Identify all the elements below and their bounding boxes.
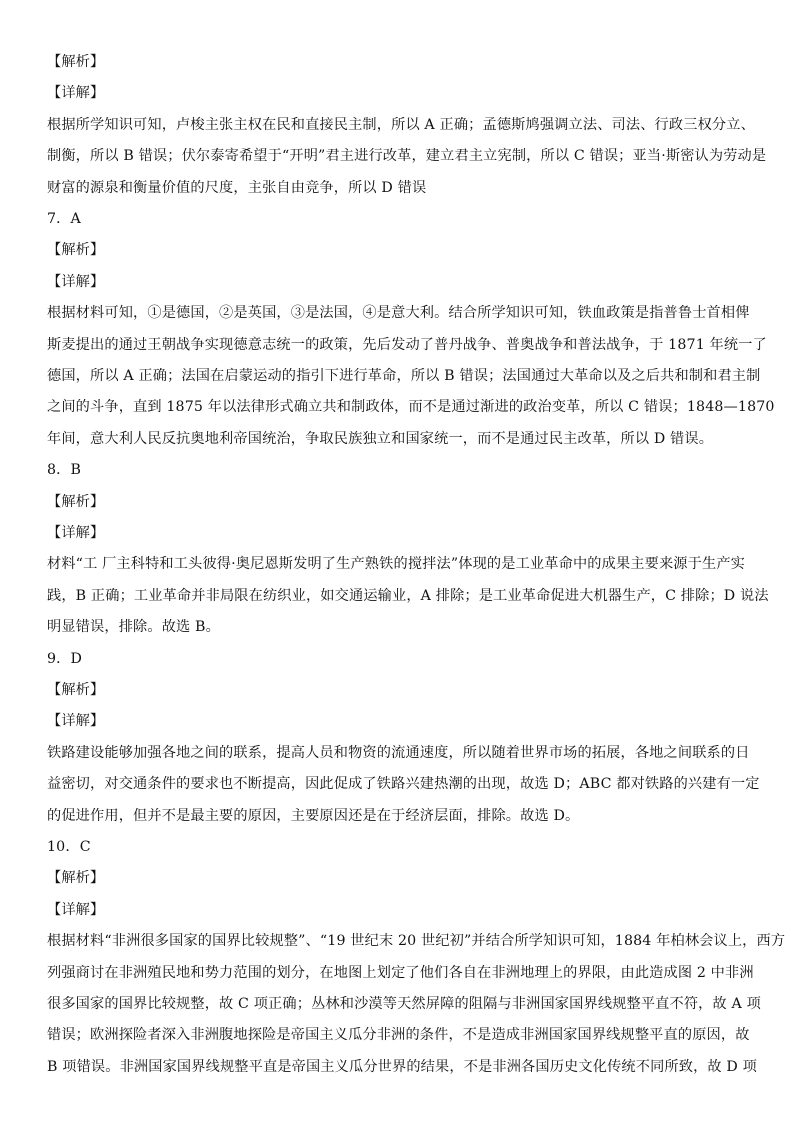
answer-text-line: 斯麦提出的通过王朝战争实现德意志统一的政策，先后发动了普丹战争、普奥战争和普法战争，于 1871 年统一了 <box>47 336 767 353</box>
answer-text-line: 的促进作用，但并不是最主要的原因，主要原因还是在于经济层面，排除。故选 D。 <box>47 807 580 824</box>
answer-text-line: B 项错误。非洲国家国界线规整平直是帝国主义瓜分世界的结果，不是非洲各国历史文化传统不同所致，故 D 项 <box>47 1058 757 1075</box>
answer-text-line: 践，B 正确；工业革命并非局限在纺织业，如交通运输业，A 排除；是工业革命促进大机器生产，C 排除；D 说法 <box>47 587 769 604</box>
section-tag: 【详解】 <box>47 85 105 102</box>
section-tag: 【解析】 <box>47 870 105 887</box>
answer-text-line: 年间，意大利人民反抗奥地利帝国统治，争取民族独立和国家统一，而不是通过民主改革，所以 D 错误。 <box>47 430 714 447</box>
question-number: 9．D <box>47 650 83 667</box>
section-tag: 【解析】 <box>47 493 105 510</box>
answer-text-line: 根据材料可知，①是德国，②是英国，③是法国，④是意大利。结合所学知识可知，铁血政策是指普鲁士首相俾 <box>47 305 750 322</box>
section-tag: 【解析】 <box>47 54 105 70</box>
section-tag: 【解析】 <box>47 682 105 698</box>
answer-text-line: 列强商讨在非洲殖民地和势力范围的划分，在地图上划定了他们各自在非洲地理上的界限，由此造成图 2 中非洲 <box>47 964 754 981</box>
section-tag: 【详解】 <box>47 901 105 918</box>
answer-text-line: 益密切，对交通条件的要求也不断提高，因此促成了铁路兴建热潮的出现，故选 D；ABC 都对铁路的兴建有一定 <box>47 776 760 793</box>
section-tag: 【详解】 <box>47 273 105 290</box>
section-tag: 【详解】 <box>47 525 105 541</box>
answer-text-line: 很多国家的国界比较规整，故 C 项正确；丛林和沙漠等天然屏障的阻隔与非洲国家国界线规整平直不符，故 A 项 <box>47 996 761 1012</box>
question-number: 8．B <box>47 462 82 479</box>
answer-text-line: 根据材料“非洲很多国家的国界比较规整”、“19 世纪末 20 世纪初”并结合所学知识可知，1884 年柏林会议上，西方 <box>47 933 786 950</box>
section-tag: 【详解】 <box>47 713 105 730</box>
question-number: 7．A <box>47 211 81 227</box>
question-number: 10．C <box>47 839 91 855</box>
answer-text-line: 铁路建设能够加强各地之间的联系，提高人员和物资的流通速度，所以随着世界市场的拓展，各地之间联系的日 <box>47 744 750 761</box>
section-tag: 【解析】 <box>47 242 105 259</box>
answer-text-line: 德国，所以 A 正确；法国在启蒙运动的指引下进行革命，所以 B 错误；法国通过大革命以及之后共和制和君主制 <box>47 368 761 384</box>
answer-text-line: 根据所学知识可知，卢梭主张主权在民和直接民主制，所以 A 正确；孟德斯鸠强调立法、司法、行政三权分立、 <box>47 116 755 133</box>
answer-text-line: 错误；欧洲探险者深入非洲腹地探险是帝国主义瓜分非洲的条件，不是造成非洲国家国界线规整平直的原因，故 <box>47 1027 750 1044</box>
answer-text-line: 之间的斗争，直到 1875 年以法律形式确立共和制政体，而不是通过渐进的政治变革，所以 C 错误；1848—1870 <box>47 399 775 416</box>
answer-text-line: 明显错误，排除。故选 B。 <box>47 619 220 636</box>
answer-text-line: 制衡，所以 B 错误；伏尔泰寄希望于“开明”君主进行改革，建立君主立宪制，所以 C 错误；亚当·斯密认为劳动是 <box>47 148 767 165</box>
answer-text-line: 财富的源泉和衡量价值的尺度，主张自由竞争，所以 D 错误 <box>47 179 427 196</box>
answer-text-line: 材料“工 厂主科特和工头彼得·奥尼恩斯发明了生产熟铁的搅拌法”体现的是工业革命中的成果主要来源于生产实 <box>47 556 745 573</box>
